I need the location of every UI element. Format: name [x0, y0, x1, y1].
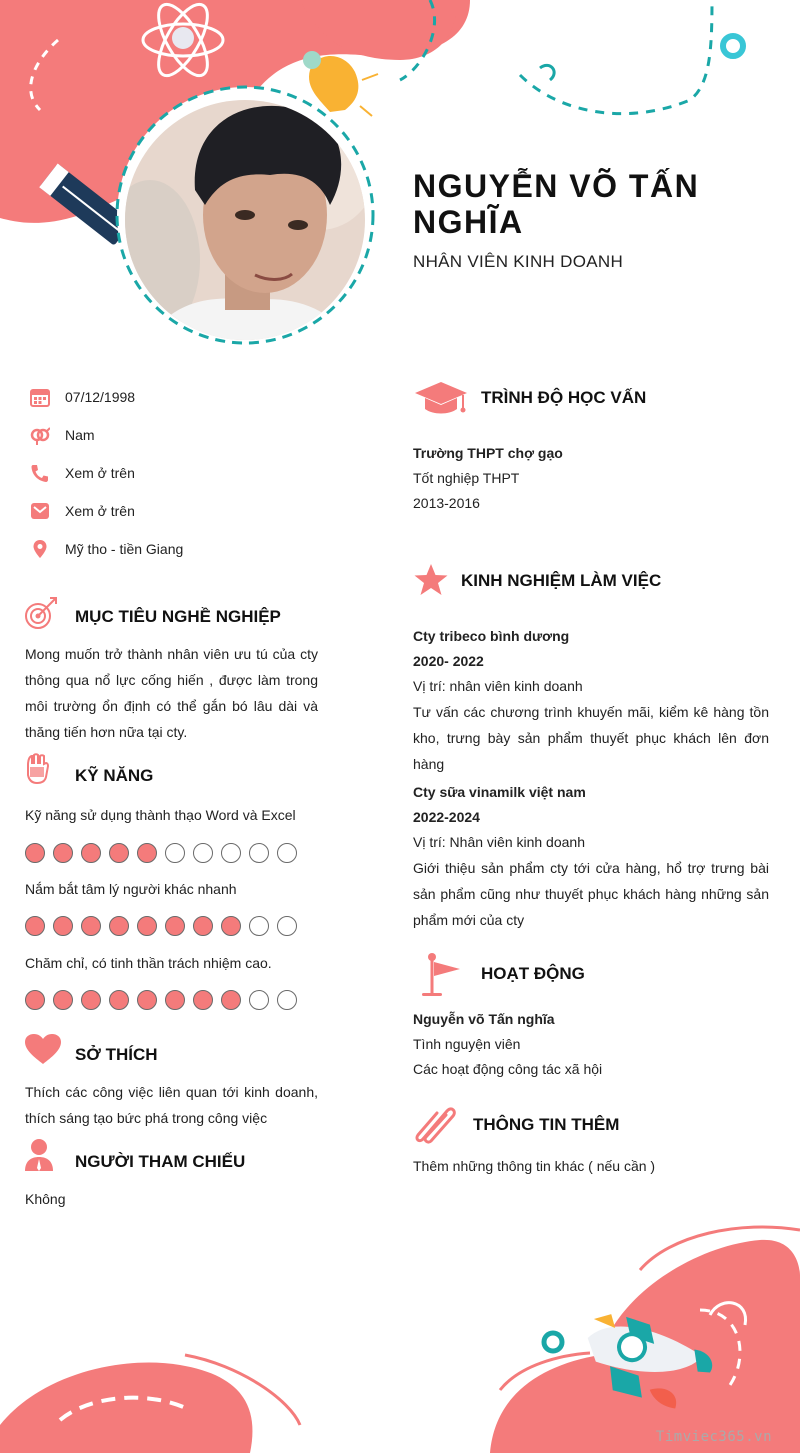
location-text: Mỹ tho - tiền Giang	[65, 541, 184, 557]
rating-dot-filled	[137, 916, 157, 936]
candidate-name: NGUYỄN VÕ TẤN NGHĨA	[413, 168, 700, 240]
contact-location	[30, 537, 183, 561]
paperclip-icon	[413, 1103, 459, 1145]
references-title: NGƯỜI THAM CHIẾU	[75, 1152, 246, 1171]
hobbies-text: Thích các công việc liên quan tới kinh doanh, thích sáng tạo bức phá trong công việc	[25, 1084, 318, 1126]
rating-dot-filled	[221, 990, 241, 1010]
email-text: Xem ở trên	[65, 503, 135, 519]
flag-icon	[418, 952, 462, 998]
activities-title: HOẠT ĐỘNG	[481, 964, 585, 983]
rating-dot-filled	[137, 990, 157, 1010]
job-description: Giới thiệu sản phẩm cty tới cửa hàng, hổ trợ trưng bài sản phẩm cũng như thuyết phục khách hàng những sản phẩm mới của cty	[413, 860, 769, 928]
job-position: Vị trí: Nhân viên kinh doanh	[413, 834, 585, 850]
star-icon	[413, 563, 449, 597]
skill-rating-3	[25, 990, 297, 1010]
rating-dot-empty	[277, 843, 297, 863]
skill-rating-2	[25, 916, 297, 936]
experience-entry-2	[413, 780, 769, 933]
experience-title: KINH NGHIỆM LÀM VIỆC	[461, 571, 662, 590]
gender-icon	[30, 425, 50, 445]
footer-decoration	[0, 1215, 800, 1453]
skill-label-3: Chăm chỉ, có tinh thần trách nhiệm cao.	[25, 955, 272, 971]
references-text: Không	[25, 1191, 66, 1207]
rating-dot-filled	[81, 916, 101, 936]
rating-dot-filled	[193, 916, 213, 936]
rating-dot-empty	[193, 843, 213, 863]
graduation-cap-icon	[413, 381, 469, 415]
rating-dot-filled	[165, 916, 185, 936]
contact-birthdate	[30, 385, 135, 409]
skills-title: KỸ NĂNG	[75, 766, 154, 785]
rating-dot-filled	[109, 843, 129, 863]
rating-dot-filled	[53, 916, 73, 936]
rating-dot-empty	[249, 843, 269, 863]
watermark-text: Timviec365.vn	[655, 1429, 772, 1445]
objective-title: MỤC TIÊU NGHỀ NGHIỆP	[75, 607, 281, 626]
education-entry	[413, 441, 769, 516]
job-company: Cty tribeco bình dương	[413, 628, 570, 644]
contact-email	[30, 499, 135, 523]
rating-dot-empty	[277, 916, 297, 936]
job-position: Vị trí: nhân viên kinh doanh	[413, 678, 583, 694]
activity-org: Nguyễn võ Tấn nghĩa	[413, 1011, 555, 1027]
job-company: Cty sữa vinamilk việt nam	[413, 784, 586, 800]
contact-gender	[30, 423, 95, 447]
rating-dot-filled	[81, 990, 101, 1010]
location-icon	[30, 539, 50, 559]
skill-label-1: Kỹ năng sử dụng thành thạo Word và Excel	[25, 807, 296, 823]
rating-dot-filled	[137, 843, 157, 863]
rating-dot-filled	[221, 916, 241, 936]
heart-icon	[24, 1033, 62, 1065]
education-years: 2013-2016	[413, 495, 480, 511]
objective-text: Mong muốn trở thành nhân viên ưu tú của cty thông qua nổ lực cống hiến , được làm trong môi trường ổn định có thể gắn bó lâu dài và thăng tiến hơn nữa tại cty.	[25, 646, 318, 740]
hobbies-title: SỞ THÍCH	[75, 1045, 158, 1064]
skill-rating-1	[25, 843, 297, 863]
rating-dot-empty	[249, 990, 269, 1010]
rating-dot-empty	[249, 916, 269, 936]
extra-text: Thêm những thông tin khác ( nếu cần )	[413, 1158, 656, 1174]
rating-dot-filled	[81, 843, 101, 863]
skill-label-2: Nắm bắt tâm lý người khác nhanh	[25, 881, 237, 897]
activity-role: Tình nguyện viên	[413, 1036, 521, 1052]
phone-icon	[30, 463, 50, 483]
rating-dot-filled	[193, 990, 213, 1010]
birthdate-text: 07/12/1998	[65, 389, 136, 405]
education-degree: Tốt nghiệp THPT	[413, 470, 520, 486]
education-title: TRÌNH ĐỘ HỌC VẤN	[481, 388, 647, 407]
fist-icon	[24, 753, 50, 785]
gender-text: Nam	[65, 427, 95, 443]
job-description: Tư vấn các chương trình khuyến mãi, kiểm kê hàng tồn kho, trưng bày sản phẩm thuyết phục khách lên đơn hàng	[413, 704, 769, 772]
rating-dot-filled	[109, 916, 129, 936]
rating-dot-empty	[165, 843, 185, 863]
rating-dot-filled	[25, 916, 45, 936]
extra-title: THÔNG TIN THÊM	[473, 1115, 620, 1134]
rating-dot-filled	[25, 990, 45, 1010]
rating-dot-filled	[165, 990, 185, 1010]
experience-entry-1	[413, 624, 769, 777]
job-title: NHÂN VIÊN KINH DOANH	[413, 252, 624, 271]
target-icon	[24, 596, 58, 630]
rating-dot-filled	[53, 990, 73, 1010]
education-school: Trường THPT chợ gạo	[413, 445, 563, 461]
rating-dot-empty	[277, 990, 297, 1010]
rating-dot-empty	[221, 843, 241, 863]
email-icon	[30, 501, 50, 521]
rating-dot-filled	[53, 843, 73, 863]
lightbulb-icon	[303, 51, 378, 116]
rating-dot-filled	[109, 990, 129, 1010]
job-years: 2022-2024	[413, 809, 480, 825]
rating-dot-filled	[25, 843, 45, 863]
job-years: 2020- 2022	[413, 653, 484, 669]
calendar-icon	[30, 387, 50, 407]
phone-text: Xem ở trên	[65, 465, 135, 481]
activities-entry	[413, 1007, 769, 1082]
contact-phone	[30, 461, 135, 485]
person-icon	[24, 1138, 54, 1172]
activity-desc: Các hoạt động công tác xã hội	[413, 1061, 603, 1077]
